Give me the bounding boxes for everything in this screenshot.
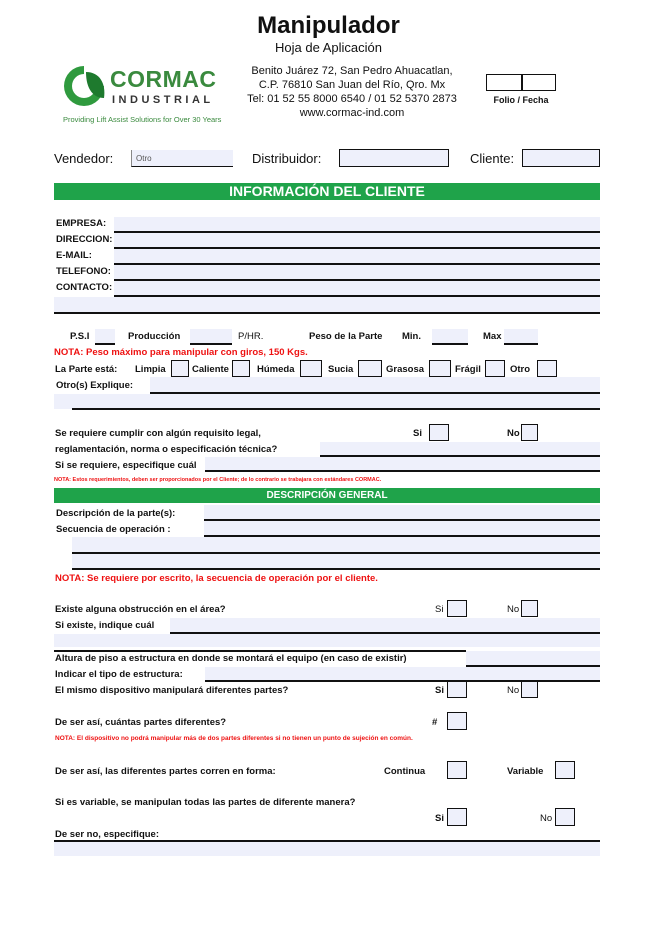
cliente-field[interactable] <box>522 149 600 167</box>
telefono-label: TELEFONO: <box>56 266 111 277</box>
legal-no-label: No <box>507 428 520 439</box>
legal-question-3: Si se requiere, especifique cuál <box>55 460 197 471</box>
limpia-checkbox[interactable] <box>171 360 189 377</box>
otros-explique-field[interactable] <box>150 377 600 392</box>
humeda-checkbox[interactable] <box>300 360 322 377</box>
parte-esta-label: La Parte está: <box>55 364 118 375</box>
max-underline <box>504 343 538 345</box>
limpia-label: Limpia <box>135 364 166 375</box>
nota-peso: NOTA: Peso máximo para manipular con giros, 150 Kgs. <box>54 347 308 358</box>
cuantas-field[interactable] <box>447 712 467 730</box>
variable-no-label: No <box>540 813 553 824</box>
produccion-underline <box>190 343 232 345</box>
fragil-checkbox[interactable] <box>485 360 505 377</box>
variable-checkbox[interactable] <box>555 761 575 779</box>
folio-label: Folio / Fecha <box>493 95 549 105</box>
general-description-header: DESCRIPCIÓN GENERAL <box>54 488 600 503</box>
otro-checkbox[interactable] <box>537 360 557 377</box>
continua-checkbox[interactable] <box>447 761 467 779</box>
si-existe-label: Si existe, indique cuál <box>55 620 155 631</box>
psi-underline <box>95 343 115 345</box>
otros-explique-field-2[interactable] <box>54 394 600 409</box>
altura-field[interactable] <box>466 651 600 665</box>
produccion-field[interactable] <box>190 329 232 343</box>
obstruccion-si-label: Si <box>435 604 444 615</box>
ser-no-field[interactable] <box>54 841 600 856</box>
legal-question-2: reglamentación, norma o especificación técnica? <box>55 444 278 455</box>
phr-label: P/HR. <box>238 331 264 342</box>
min-label: Min. <box>402 331 421 342</box>
otro-label: Otro <box>510 364 531 375</box>
variable-si-label: Si <box>435 813 444 824</box>
otros-explique-label: Otro(s) Explique: <box>56 380 134 391</box>
legal-especifique-field[interactable] <box>205 457 600 470</box>
empresa-label: EMPRESA: <box>56 218 107 229</box>
secuencia-field-3[interactable] <box>72 554 600 568</box>
variable-label: Variable <box>507 766 544 777</box>
si-existe-field[interactable] <box>170 618 600 632</box>
otros-underline-2 <box>72 408 600 410</box>
legal-no-checkbox[interactable] <box>521 424 538 441</box>
grasosa-label: Grasosa <box>386 364 425 375</box>
section-divider <box>54 312 600 314</box>
secuencia-label: Secuencia de operación : <box>56 524 171 535</box>
nota-secuencia: NOTA: Se requiere por escrito, la secuencia de operación por el cliente. <box>55 573 378 584</box>
contacto-label: CONTACTO: <box>56 282 113 293</box>
corren-forma-label: De ser así, las diferentes partes corren en forma: <box>55 766 276 777</box>
altura-topline <box>54 650 466 652</box>
humeda-label: Húmeda <box>257 364 295 375</box>
desc-parte-label: Descripción de la parte(s): <box>56 508 176 519</box>
page-title: Manipulador <box>257 12 400 39</box>
min-field[interactable] <box>432 329 468 343</box>
cliente-label: Cliente: <box>470 151 515 166</box>
diferentes-partes-label: El mismo dispositivo manipulará diferentes partes? <box>55 685 289 696</box>
diferentes-si-label: Si <box>435 685 444 696</box>
peso-label: Peso de la Parte <box>309 331 383 342</box>
tipo-estructura-label: Indicar el tipo de estructura: <box>55 669 183 680</box>
distribuidor-field[interactable] <box>339 149 449 167</box>
sucia-checkbox[interactable] <box>358 360 382 377</box>
company-address: Benito Juárez 72, San Pedro Ahuacatlan, C.P. 76810 San Juan del Río, Qro. Mx Tel: 01 52 55 8000 6540 / 01 52 5370 2873 www.cormac-ind.com <box>247 65 457 119</box>
secuencia-field[interactable] <box>204 521 600 535</box>
min-underline <box>432 343 468 345</box>
tipo-estructura-underline <box>205 680 600 682</box>
obstruccion-no-checkbox[interactable] <box>521 600 538 617</box>
diferentes-no-label: No <box>507 685 520 696</box>
legal-field[interactable] <box>320 442 600 455</box>
client-info-header: INFORMACIÓN DEL CLIENTE <box>54 183 600 200</box>
logo-tagline: Providing Lift Assist Solutions for Over 30 Years <box>63 115 222 124</box>
tipo-estructura-field[interactable] <box>205 667 600 680</box>
psi-label: P.S.I <box>70 331 90 342</box>
produccion-label: Producción <box>128 331 181 342</box>
grasosa-checkbox[interactable] <box>429 360 451 377</box>
secuencia-field-2[interactable] <box>72 537 600 552</box>
caliente-label: Caliente <box>192 364 229 375</box>
legal-si-label: Si <box>413 428 422 439</box>
logo-text: CORMAC <box>110 66 217 92</box>
ser-no-underline <box>54 840 600 842</box>
cuantas-label: De ser así, cuántas partes diferentes? <box>55 717 227 728</box>
obstruccion-label: Existe alguna obstrucción en el área? <box>55 604 226 615</box>
diferentes-no-checkbox[interactable] <box>521 681 538 698</box>
nota-partes: NOTA: El dispositivo no podrá manipular más de dos partes diferentes si no tienen un punto de sujeción en común. <box>55 735 413 742</box>
email-label: E-MAIL: <box>56 250 92 261</box>
secuencia-underline-3 <box>72 568 600 570</box>
page-subtitle: Hoja de Aplicación <box>275 40 382 55</box>
logo-subtext: INDUSTRIAL <box>112 94 214 106</box>
max-field[interactable] <box>504 329 538 343</box>
folio-date-field[interactable] <box>486 74 556 91</box>
si-existe-field-2[interactable] <box>54 634 600 647</box>
si-variable-label: Si es variable, se manipulan todas las partes de diferente manera? <box>55 797 356 808</box>
altura-label: Altura de piso a estructura en donde se montará el equipo (en caso de existir) <box>55 653 407 664</box>
continua-label: Continua <box>384 766 426 777</box>
hash-label: # <box>432 717 438 728</box>
max-label: Max <box>483 331 502 342</box>
contacto-field[interactable] <box>114 281 600 295</box>
direccion-label: DIRECCION: <box>56 234 113 245</box>
distribuidor-label: Distribuidor: <box>252 151 322 166</box>
legal-especifique-underline <box>205 470 600 472</box>
fragil-label: Frágil <box>455 364 481 375</box>
caliente-checkbox[interactable] <box>232 360 250 377</box>
legal-question-1: Se requiere cumplir con algún requisito legal, <box>55 428 261 439</box>
diferentes-si-checkbox[interactable] <box>447 681 467 698</box>
extra-field[interactable] <box>54 297 600 312</box>
legal-si-checkbox[interactable] <box>429 424 449 441</box>
desc-parte-field[interactable] <box>204 505 600 519</box>
obstruccion-si-checkbox[interactable] <box>447 600 467 617</box>
ser-no-label: De ser no, especifique: <box>55 829 160 840</box>
variable-no-checkbox[interactable] <box>555 808 575 826</box>
sucia-label: Sucia <box>328 364 354 375</box>
direccion-field[interactable] <box>114 233 600 247</box>
telefono-field[interactable] <box>114 265 600 279</box>
variable-si-checkbox[interactable] <box>447 808 467 826</box>
empresa-field[interactable] <box>114 217 600 231</box>
vendedor-select[interactable]: Otro <box>131 150 233 167</box>
vendedor-label: Vendedor: <box>54 151 114 166</box>
cormac-leaf-logo-icon <box>60 62 108 110</box>
psi-field[interactable] <box>95 329 115 343</box>
email-field[interactable] <box>114 249 600 263</box>
nota-requerimientos: NOTA: Estos requerimientos, deben ser proporcionados por el Cliente; de lo contrario se trabajara con estándares CORMAC. <box>54 477 382 483</box>
obstruccion-no-label: No <box>507 604 520 615</box>
